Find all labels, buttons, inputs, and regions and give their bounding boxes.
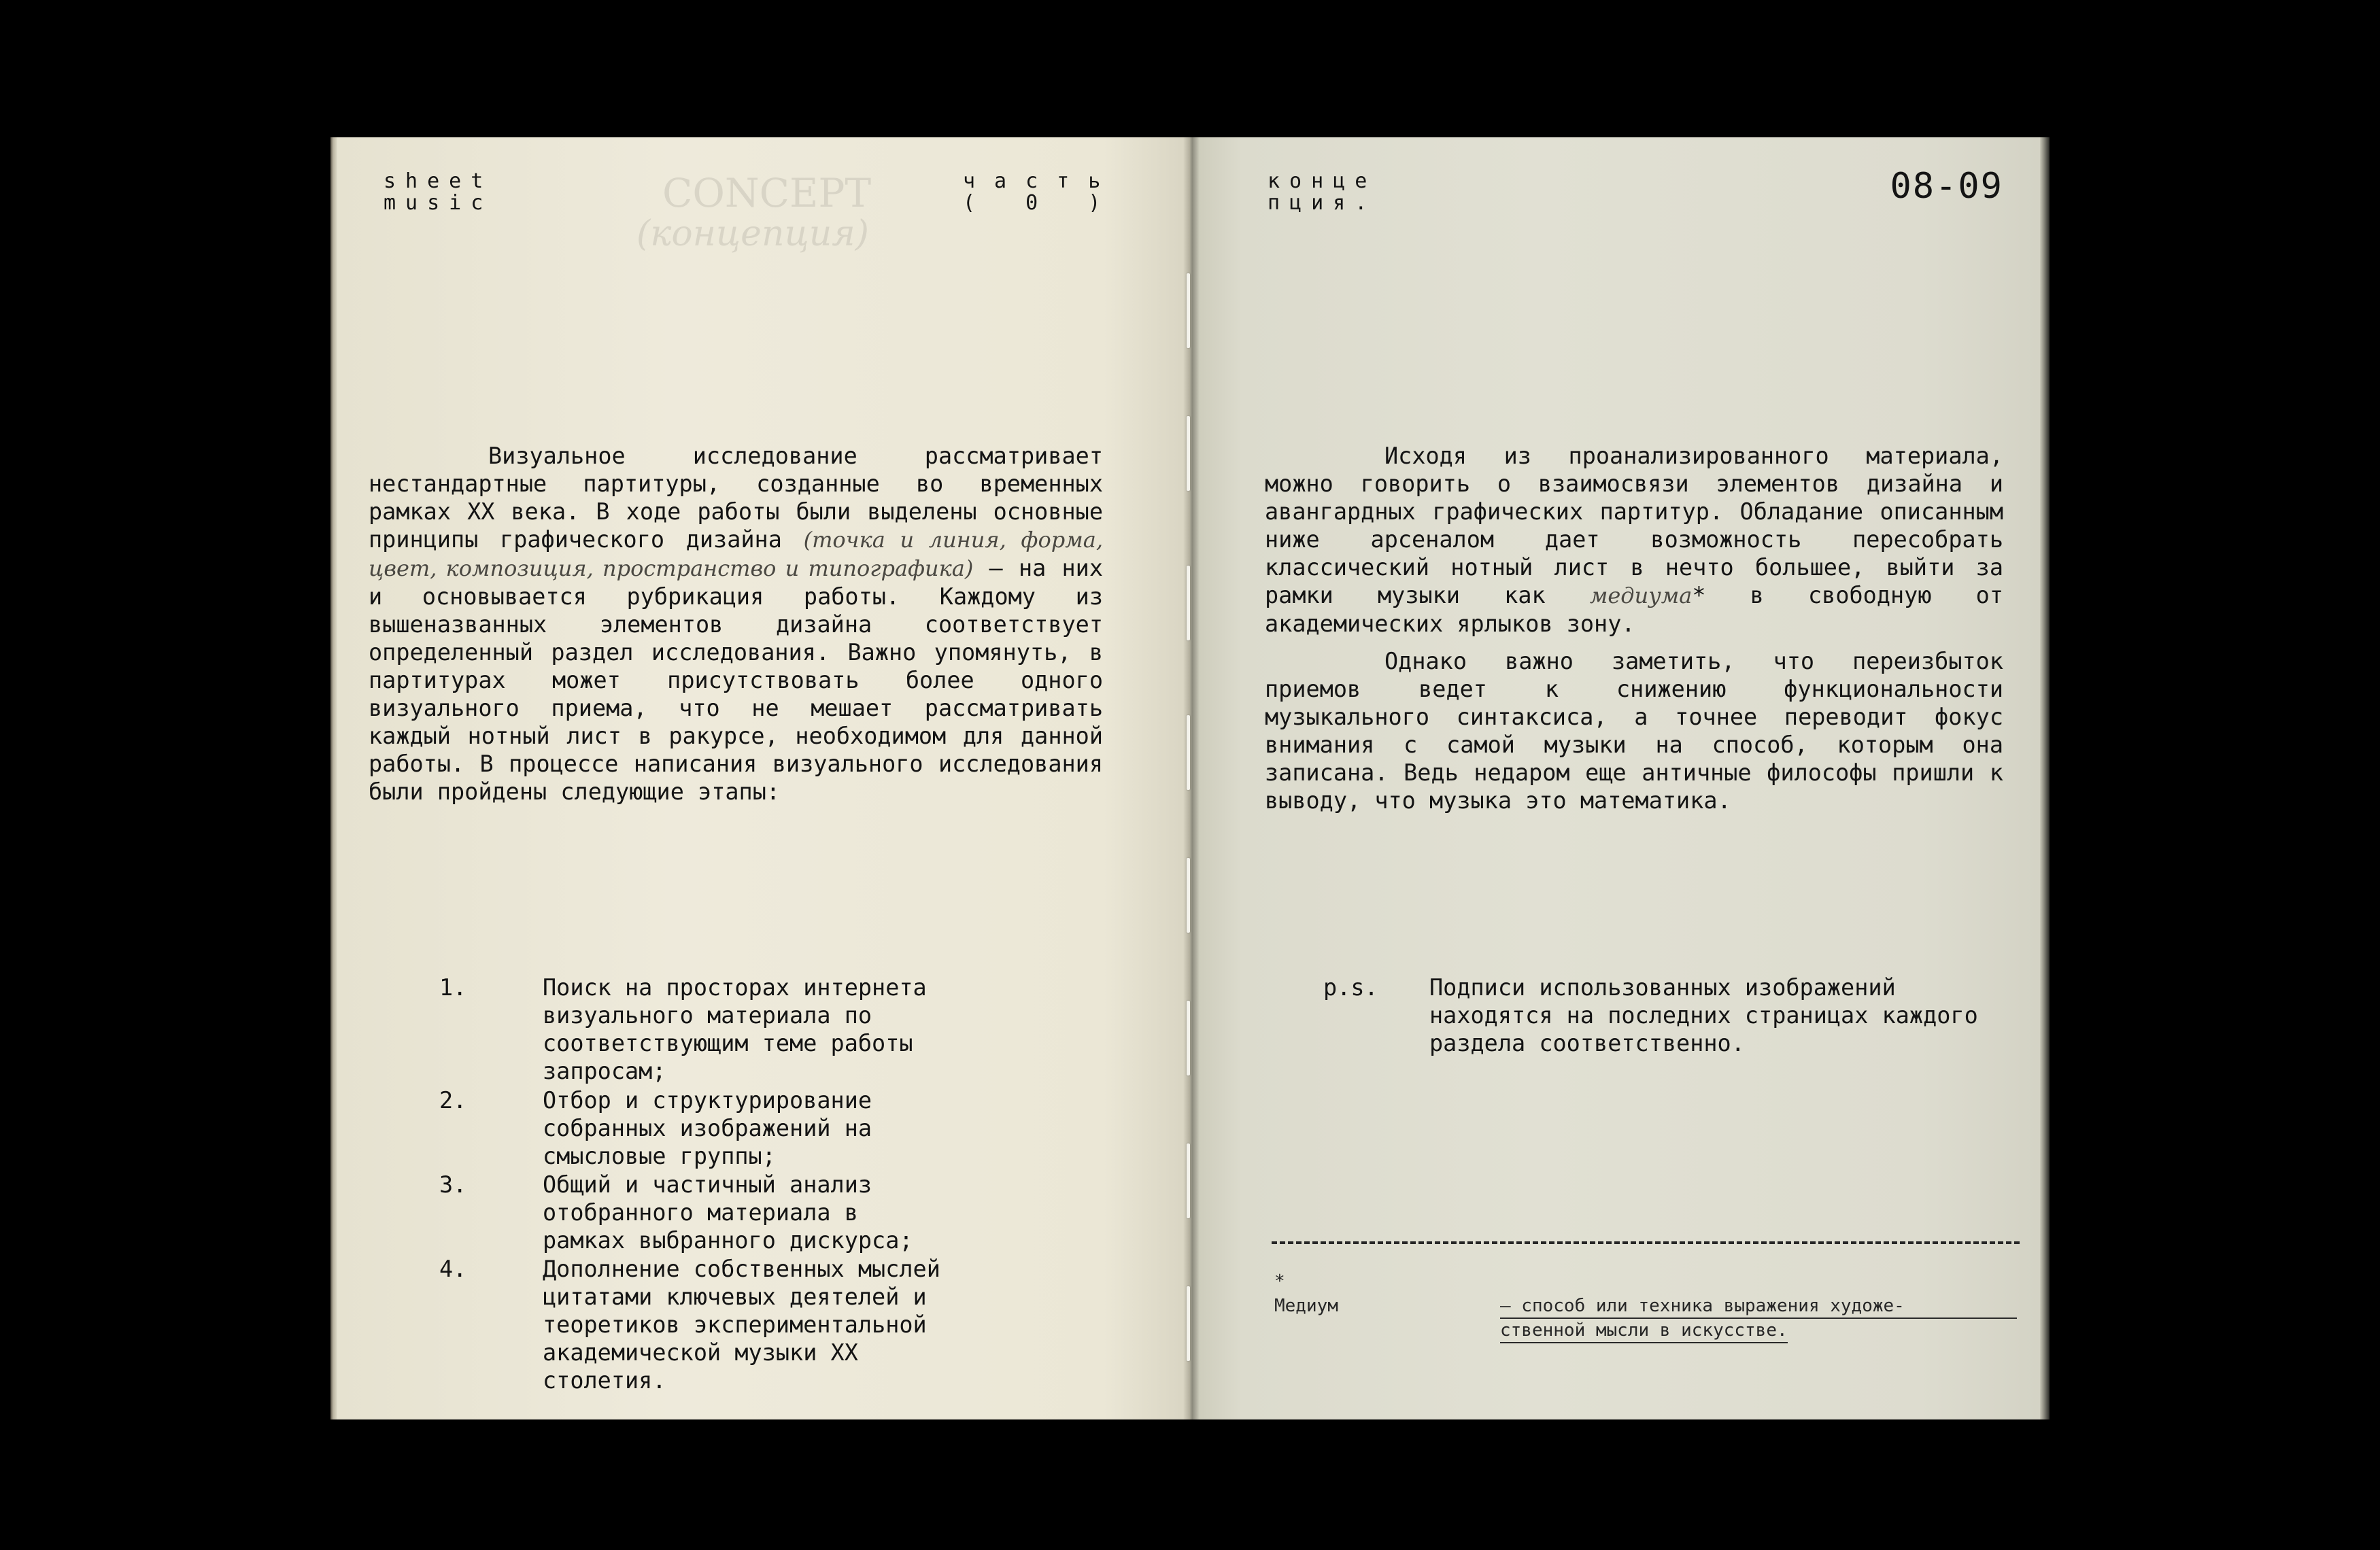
footnote-term: Медиум	[1274, 1296, 1338, 1316]
right-header-line2: пция.	[1268, 191, 1377, 215]
list-text: Отбор и структурирование собранных изображений на смысловые группы;	[543, 1087, 872, 1169]
ps-text: Подписи использованных изображений находятся на последних страницах каждого раздела соответственно.	[1429, 974, 1978, 1056]
spine-stitch	[1187, 416, 1190, 491]
spine-stitch	[1187, 1286, 1190, 1361]
intro-paragraph	[369, 442, 1103, 806]
p1-text-a: Исходя из проанализированного материала, можно говорить о взаимосвязи элементов дизайна и авангардных графических партитур. Обладание описанным ниже арсеналом дает возможность пересобрать классический нотный лист в нечто большее, выйти за рамки музыки как	[1265, 443, 2003, 608]
book-spine	[1183, 137, 1200, 1419]
spine-stitch	[1187, 1143, 1190, 1218]
page-number: 08-09	[1890, 166, 2003, 207]
intro-text-b: — на них и основывается рубрикация работы. Каждому из вышеназванных элементов дизайна соответствует определенный раздел исследования. Важно упомянуть, в партитурах может присутствовать более одного визуального приема, что не мешает рассматривать каждый нотный лист в ракурсе, необходимом для данной работы. В процессе написания визуального исследования были пройдены следующие этапы:	[369, 555, 1103, 805]
header-part-line1: часть	[963, 169, 1120, 193]
ghost-show-through-subtitle: (концепция)	[636, 213, 869, 254]
intro-text-a: Визуальное исследование рассматривает нестандартные партитуры, созданные во временных рамках XX века. В ходе работы были выделены основные принципы графического дизайна	[369, 443, 1103, 553]
footnote-definition-line1: — способ или техника выражения художе-	[1500, 1294, 2017, 1319]
header-title-line1: sheet	[384, 169, 493, 193]
spine-stitch	[1187, 273, 1190, 348]
list-number: 4.	[439, 1256, 467, 1282]
right-page	[1190, 137, 2050, 1419]
conclusion-paragraph-2	[1265, 647, 2003, 814]
open-booklet-spread	[330, 137, 2050, 1419]
footnote-mark: *	[1274, 1271, 1285, 1292]
list-number: 1.	[439, 974, 467, 1001]
spine-stitch	[1187, 858, 1190, 933]
spine-stitch	[1187, 566, 1190, 640]
spine-stitch	[1187, 715, 1190, 790]
left-page	[330, 137, 1190, 1419]
footnote-divider	[1272, 1241, 2020, 1244]
conclusion-paragraph-1	[1265, 442, 2003, 638]
footnote-definition-line2: ственной мысли в искусстве.	[1500, 1319, 1788, 1343]
right-header-line1: конце	[1268, 169, 1377, 193]
intro-text-italic: (точка и линия, форма, цвет, композиция, пространство и типографика)	[369, 527, 1104, 581]
list-text: Поиск на просторах интернета визуального материала по соответствующим теме работы запросам;	[543, 974, 927, 1084]
p2-text: Однако важно заметить, что переизбыток приемов ведет к снижению функциональности музыкального синтаксиса, а точнее переводит фокус внимания с самой музыки на способ, которым она записана. Ведь недаром еще античные философы пришли к выводу, что музыка это математика.	[1265, 648, 2003, 814]
list-text: Дополнение собственных мыслей цитатами ключевых деятелей и теоретиков экспериментальной академической музыки XX столетия.	[543, 1256, 940, 1394]
list-number: 2.	[439, 1087, 467, 1114]
left-page-edge	[330, 137, 337, 1419]
right-page-edge	[2040, 137, 2050, 1419]
p1-text-italic: медиума	[1589, 583, 1693, 608]
ghost-show-through-title: CONCEPT	[662, 170, 872, 216]
p1-text-b: * в свободную от академических ярлыков зону.	[1265, 582, 2004, 637]
header-title-line2: music	[384, 191, 493, 215]
list-text: Общий и частичный анализ отобранного материала в рамках выбранного дискурса;	[543, 1171, 913, 1254]
spine-stitch	[1187, 1001, 1190, 1075]
list-number: 3.	[439, 1171, 467, 1198]
ps-label: p.s.	[1323, 974, 1378, 1001]
header-part-line2: ( 0 )	[963, 191, 1120, 215]
